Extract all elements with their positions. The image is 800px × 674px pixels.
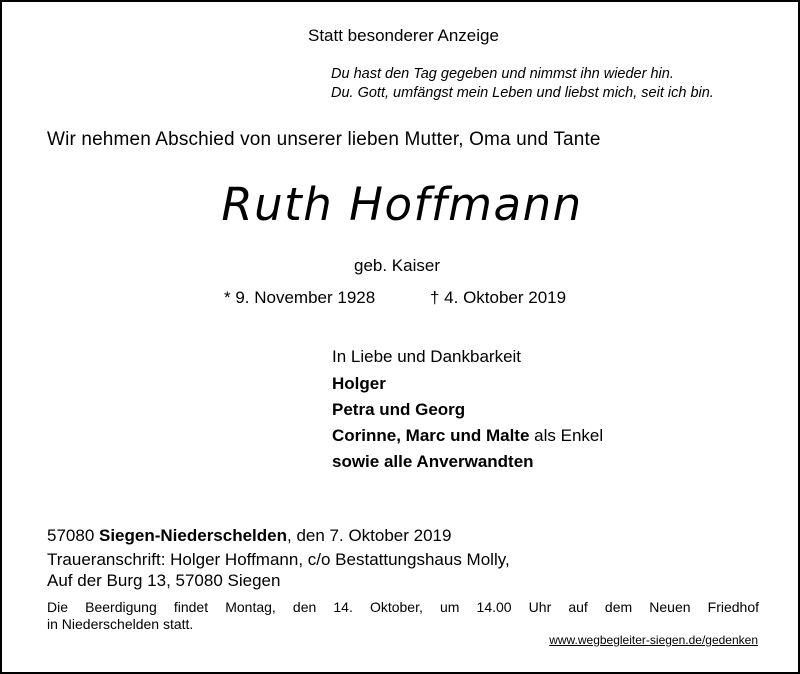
- verse-line-2: Du. Gott, umfängst mein Leben und liebst mich, seit ich bin.: [331, 85, 714, 101]
- verse-line-1: Du hast den Tag gegeben und nimmst ihn wieder hin.: [331, 66, 674, 82]
- birth-name: geb. Kaiser: [354, 256, 440, 275]
- death-date: † 4. Oktober 2019: [430, 288, 567, 307]
- place-zip: 57080: [47, 526, 99, 545]
- birth-date: * 9. November 1928: [224, 288, 376, 307]
- place-date: , den 7. Oktober 2019: [287, 526, 452, 545]
- notice-heading: Statt besonderer Anzeige: [308, 26, 499, 45]
- place-date-line: [47, 526, 451, 546]
- place-town: Siegen-Niederschelden: [99, 526, 288, 545]
- funeral-line-2: in Niederschelden statt.: [47, 616, 194, 632]
- family-line-2: Petra und Georg: [332, 400, 466, 419]
- family-line-3: [332, 426, 603, 446]
- intro-text: Wir nehmen Abschied von unserer lieben Mutter, Oma und Tante: [47, 129, 601, 150]
- address-line-1: Traueranschrift: Holger Hoffmann, c/o Bestattungshaus Molly,: [47, 550, 510, 569]
- family-line-1: Holger: [332, 374, 386, 393]
- family-intro: In Liebe und Dankbarkeit: [332, 347, 522, 366]
- family-line-3-names: Corinne, Marc und Malte: [332, 426, 530, 445]
- family-line-4: sowie alle Anverwandten: [332, 452, 534, 471]
- website-link[interactable]: www.wegbegleiter-siegen.de/gedenken: [549, 633, 758, 647]
- address-line-2: Auf der Burg 13, 57080 Siegen: [47, 571, 281, 590]
- deceased-name: Ruth Hoffmann: [221, 178, 583, 231]
- family-line-3-suffix: als Enkel: [529, 426, 604, 445]
- funeral-line-1: Die Beerdigung findet Montag, den 14. Oktober, um 14.00 Uhr auf dem Neuen Friedhof: [47, 599, 759, 615]
